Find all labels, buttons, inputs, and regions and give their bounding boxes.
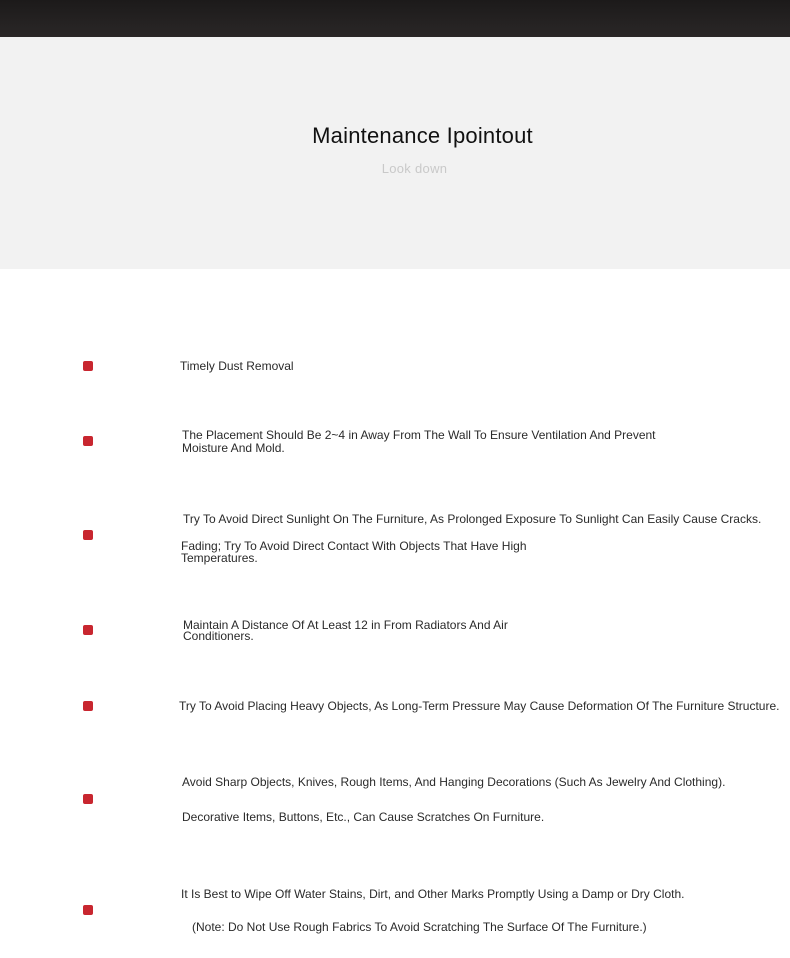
tip-5-text: Try To Avoid Placing Heavy Objects, As Long-Term Pressure May Cause Deformation Of The Furniture Structure.	[179, 699, 780, 713]
top-banner-strip	[0, 0, 790, 37]
bullet-icon	[83, 701, 93, 711]
tip-3-text-2: Fading; Try To Avoid Direct Contact With Objects That Have High Temperatures.	[181, 539, 527, 565]
tip-7-text-2: (Note: Do Not Use Rough Fabrics To Avoid Scratching The Surface Of The Furniture.)	[192, 920, 647, 934]
bullet-icon	[83, 905, 93, 915]
tip-1-text: Timely Dust Removal	[180, 359, 294, 373]
bullet-icon	[83, 625, 93, 635]
tip-2-text: The Placement Should Be 2~4 in Away From The Wall To Ensure Ventilation And Prevent Moisture And Mold.	[182, 428, 656, 455]
tip-6-text-2: Decorative Items, Buttons, Etc., Can Cause Scratches On Furniture.	[182, 810, 545, 824]
tip-4-text: Maintain A Distance Of At Least 12 in From Radiators And Air Conditioners.	[183, 618, 508, 643]
page-subtitle: Look down	[381, 161, 448, 176]
header-section	[0, 37, 790, 269]
tip-6-text-1: Avoid Sharp Objects, Knives, Rough Items, And Hanging Decorations (Such As Jewelry And Clothing).	[182, 775, 726, 789]
bullet-icon	[83, 794, 93, 804]
bullet-icon	[83, 530, 93, 540]
bullet-icon	[83, 436, 93, 446]
page-title: Maintenance Ipointout	[312, 123, 533, 148]
bullet-icon	[83, 361, 93, 371]
tip-7-text-1: It Is Best to Wipe Off Water Stains, Dirt, and Other Marks Promptly Using a Damp or Dry Cloth.	[181, 887, 685, 901]
tip-3-text-1: Try To Avoid Direct Sunlight On The Furniture, As Prolonged Exposure To Sunlight Can Easily Cause Cracks.	[183, 512, 762, 526]
